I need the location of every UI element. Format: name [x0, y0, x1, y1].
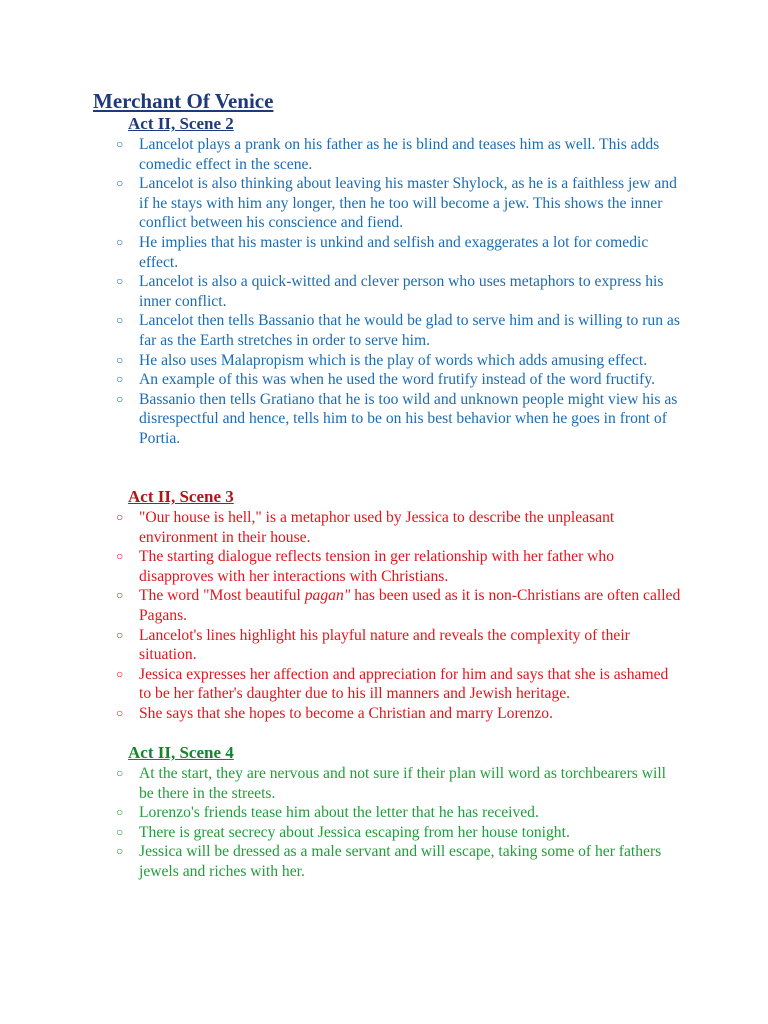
- bullet-marker: ○: [116, 666, 124, 681]
- list-item: [0, 233, 684, 272]
- list-item-text: He implies that his master is unkind and selfish and exaggerates a lot for comedic effect.: [139, 233, 649, 271]
- list-item-text: He also uses Malapropism which is the play of words which adds amusing effect.: [139, 351, 648, 369]
- list-item: [0, 823, 684, 843]
- section-heading-scene-4: Act II, Scene 4: [128, 743, 234, 762]
- emphasis-text: pagan": [304, 587, 351, 605]
- bullet-marker: ○: [116, 176, 124, 191]
- list-item-text: Lancelot then tells Bassanio that he would be glad to serve him and is willing to run as far as the Earth stretches in order to serve him.: [139, 312, 680, 349]
- bullet-marker: ○: [116, 391, 124, 406]
- list-item: [0, 370, 684, 390]
- bullet-list-scene-3: [0, 508, 768, 724]
- bullet-marker: ○: [116, 313, 124, 328]
- list-item-text: Bassanio then tells Gratiano that he is too wild and unknown people might view his as disrespectful and hence, tells him to be on his best behavior when he goes in front of Portia.: [139, 390, 678, 447]
- list-item-text: Lancelot is also a quick-witted and clever person who uses metaphors to express his inner conflict.: [139, 273, 664, 310]
- list-item: [0, 803, 684, 823]
- section-heading-scene-2: Act II, Scene 2: [128, 114, 234, 133]
- list-item: [0, 842, 684, 881]
- bullet-marker: ○: [116, 372, 124, 387]
- bullet-list-scene-2: [0, 135, 768, 449]
- list-item-text: There is great secrecy about Jessica escaping from her house tonight.: [139, 823, 570, 841]
- list-item: [0, 665, 684, 704]
- bullet-marker: ○: [116, 805, 124, 820]
- bullet-marker: ○: [116, 274, 124, 289]
- list-item-text: Lancelot is also thinking about leaving his master Shylock, as he is a faithless jew and if he stays with him any longer, then he too will become a jew. This shows the inner conflict between his conscience and fiend.: [139, 175, 677, 232]
- list-item-text: She says that she hopes to become a Christian and marry Lorenzo.: [139, 704, 553, 722]
- bullet-marker: ○: [116, 766, 124, 780]
- list-item: [0, 586, 684, 625]
- bullet-marker: ○: [116, 234, 124, 249]
- list-item: [0, 390, 684, 449]
- list-item-text: The starting dialogue reflects tension in ger relationship with her father who disapproves with her interactions with Christians.: [139, 548, 615, 585]
- list-item: [0, 311, 684, 350]
- bullet-marker: ○: [116, 627, 124, 642]
- bullet-marker: ○: [116, 588, 124, 603]
- text-run: has been used as it is non-Christians are often called Pagans.: [139, 587, 681, 624]
- bullet-marker: ○: [116, 824, 124, 839]
- bullet-marker: ○: [116, 705, 124, 720]
- list-item: [0, 174, 684, 233]
- bullet-marker: ○: [116, 549, 124, 564]
- list-item: [0, 351, 684, 371]
- list-item-text: [139, 587, 680, 624]
- list-item-text: Lorenzo's friends tease him about the letter that he has received.: [139, 804, 539, 822]
- section-heading-scene-3: Act II, Scene 3: [128, 487, 234, 506]
- text-run: The word "Most beautiful: [139, 587, 305, 605]
- list-item-text: Jessica expresses her affection and appreciation for him and says that she is ashamed to be her father's daughter due to his ill manners and Jewish heritage.: [139, 665, 669, 703]
- bullet-list-scene-4: [0, 764, 768, 882]
- list-item: [0, 272, 684, 311]
- list-item: [0, 547, 684, 586]
- list-item-text: An example of this was when he used the word frutify instead of the word fructify.: [139, 371, 656, 389]
- page-title: Merchant Of Venice: [93, 89, 274, 113]
- list-item-text: "Our house is hell," is a metaphor used by Jessica to describe the unpleasant environment in their house.: [139, 509, 615, 546]
- list-item: [0, 704, 684, 724]
- list-item-text: Lancelot's lines highlight his playful nature and reveals the complexity of their situation.: [139, 626, 630, 664]
- list-item: [0, 135, 684, 174]
- list-item: [0, 508, 684, 547]
- bullet-marker: ○: [116, 510, 124, 524]
- bullet-marker: ○: [116, 844, 124, 859]
- list-item: [0, 626, 684, 665]
- bullet-marker: ○: [116, 352, 124, 367]
- list-item: [0, 764, 684, 803]
- list-item-text: Jessica will be dressed as a male servant and will escape, taking some of her fathers jewels and riches with her.: [139, 843, 662, 880]
- list-item-text: At the start, they are nervous and not sure if their plan will word as torchbearers will be there in the streets.: [139, 765, 666, 802]
- list-item-text: Lancelot plays a prank on his father as he is blind and teases him as well. This adds comedic effect in the scene.: [139, 136, 660, 173]
- bullet-marker: ○: [116, 137, 124, 151]
